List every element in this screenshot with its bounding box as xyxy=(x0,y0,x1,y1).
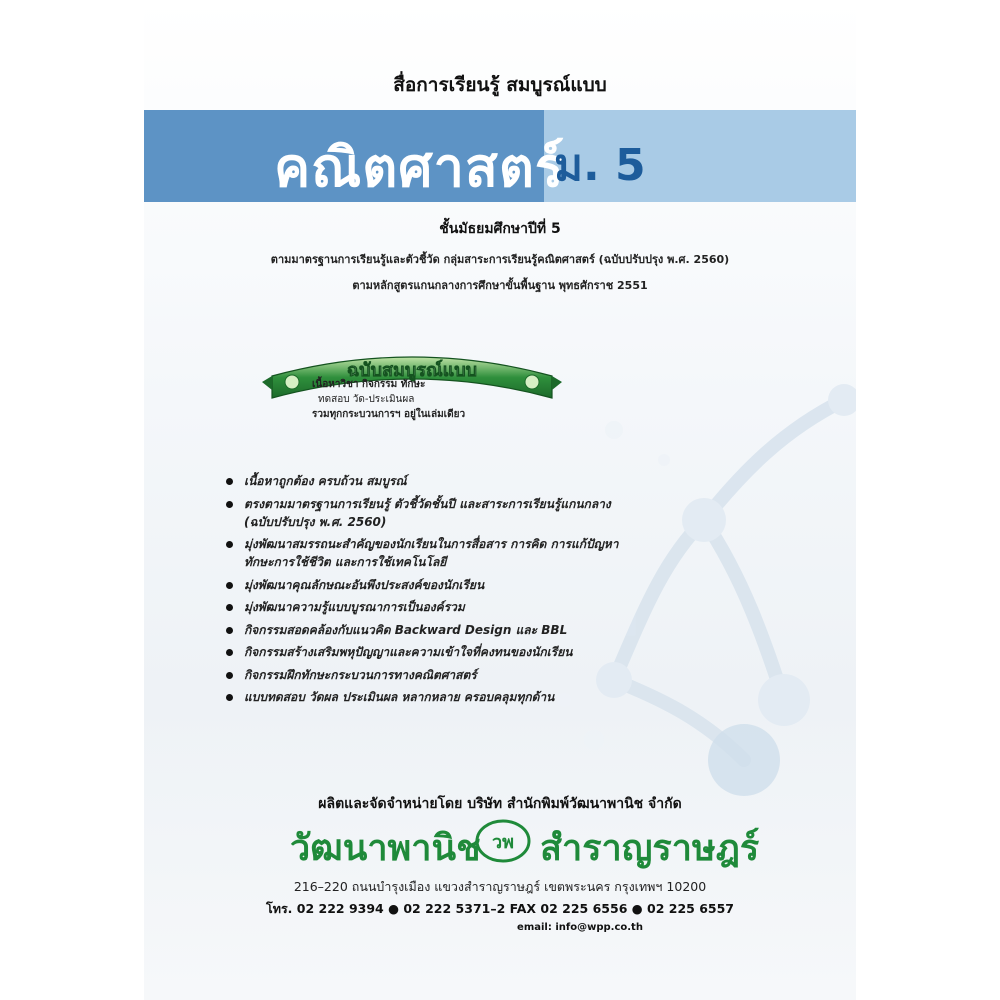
feature-item xyxy=(226,621,786,639)
feature-text-continued: (ฉบับปรับปรุง พ.ศ. 2560) xyxy=(244,514,387,529)
bullet-icon xyxy=(226,604,233,611)
bullet-icon xyxy=(226,478,233,485)
feature-text: มุ่งพัฒนาคุณลักษณะอันพึงประสงค์ของนักเรียน xyxy=(244,577,485,592)
feature-text: กิจกรรมสร้างเสริมพหุปัญญาและความเข้าใจที่คงทนของนักเรียน xyxy=(244,645,573,659)
bullet-icon xyxy=(226,627,233,634)
curriculum-line: ตามหลักสูตรแกนกลางการศึกษาขั้นพื้นฐาน พุทธศักราช 2551 xyxy=(352,279,648,292)
bullet-icon xyxy=(226,582,233,589)
badge-ribbon-text: ฉบับสมบูรณ์แบบ xyxy=(346,360,478,381)
feature-item xyxy=(226,666,786,684)
badge-description xyxy=(312,377,465,422)
feature-list xyxy=(226,472,786,711)
grade-level: ชั้นมัธยมศึกษาปีที่ 5 xyxy=(439,221,561,237)
logo-left-text: วัฒนาพานิช xyxy=(290,827,481,869)
grade-label: ม. 5 xyxy=(554,140,646,191)
feature-text-continued: ทักษะการใช้ชีวิต และการใช้เทคโนโลยี xyxy=(244,555,447,569)
feature-item xyxy=(226,643,786,661)
title-band xyxy=(144,110,856,202)
feature-text: กิจกรรมฝึกทักษะกระบวนการทางคณิตศาสตร์ xyxy=(244,667,477,682)
feature-item xyxy=(226,472,786,490)
feature-item xyxy=(226,598,786,616)
series-label: สื่อการเรียนรู้ สมบูรณ์แบบ xyxy=(393,74,607,96)
logo-right-text: สำราญราษฎร์ xyxy=(540,827,760,869)
feature-text: เนื้อหาถูกต้อง ครบถ้วน สมบูรณ์ xyxy=(244,474,407,488)
feature-text: มุ่งพัฒนาสมรรถนะสำคัญของนักเรียนในการสื่อสาร การคิด การแก้ปัญหา xyxy=(244,537,619,551)
feature-item xyxy=(226,495,786,531)
feature-text: ตรงตามมาตรฐานการเรียนรู้ ตัวชี้วัดชั้นปี และสาระการเรียนรู้แกนกลาง xyxy=(244,496,611,511)
book-title: คณิตศาสตร์ xyxy=(274,136,565,199)
bullet-icon xyxy=(226,649,233,656)
publisher-logo xyxy=(290,817,760,869)
emblem-text: วพ xyxy=(492,832,514,853)
standard-line: ตามมาตรฐานการเรียนรู้และตัวชี้วัด กลุ่มสาระการเรียนรู้คณิตศาสตร์ (ฉบับปรับปรุง พ.ศ. 2560) xyxy=(270,253,730,266)
bullet-icon xyxy=(226,694,233,701)
feature-item xyxy=(226,535,786,571)
publisher-line: ผลิตและจัดจำหน่ายโดย บริษัท สำนักพิมพ์วัฒนาพานิช จำกัด xyxy=(318,796,682,812)
publisher-address: 216–220 ถนนบำรุงเมือง แขวงสำราญราษฎร์ เขตพระนคร กรุงเทพฯ 10200 xyxy=(293,879,707,894)
feature-item xyxy=(226,576,786,594)
subtitle-block xyxy=(144,218,856,294)
feature-item xyxy=(226,688,786,706)
feature-text: มุ่งพัฒนาความรู้แบบบูรณาการเป็นองค์รวม xyxy=(244,600,465,614)
bullet-icon xyxy=(226,672,233,679)
badge-line-2: ทดสอบ วัด-ประเมินผล xyxy=(318,394,415,405)
bullet-icon xyxy=(226,501,233,508)
publisher-emblem xyxy=(474,817,532,867)
badge-line-1: เนื้อหาวิชา กิจกรรม ทักษะ xyxy=(312,379,426,390)
bullet-icon xyxy=(226,541,233,548)
badge-line-3: รวมทุกกระบวนการฯ อยู่ในเล่มเดียว xyxy=(312,409,466,420)
feature-text: แบบทดสอบ วัดผล ประเมินผล หลากหลาย ครอบคลุมทุกด้าน xyxy=(244,690,555,704)
publisher-email: email: info@wpp.co.th xyxy=(517,922,643,933)
publisher-phones: โทร. 02 222 9394 ● 02 222 5371–2 FAX 02 225 6556 ● 02 225 6557 xyxy=(266,901,734,916)
book-cover xyxy=(144,0,856,1000)
feature-text: กิจกรรมสอดคล้องกับแนวคิด Backward Design และ BBL xyxy=(244,622,568,637)
